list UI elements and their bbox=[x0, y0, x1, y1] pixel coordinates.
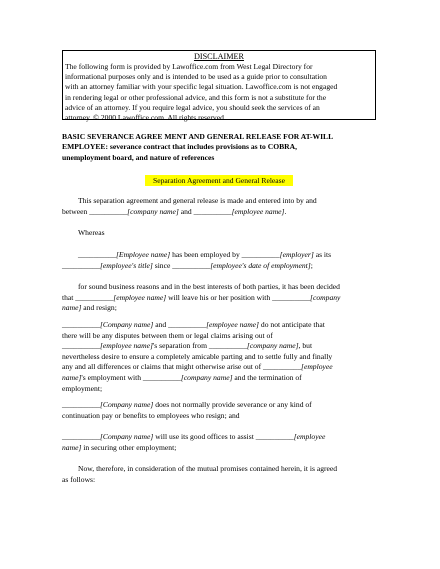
blank-field[interactable]: that __________ bbox=[62, 292, 114, 302]
text-fragment: , but bbox=[298, 341, 313, 351]
blank-field[interactable]: __________ bbox=[241, 250, 280, 259]
placeholder-company-name: [company bbox=[310, 292, 341, 302]
text-line: Now, therefore, in consideration of the mutual promises contained herein, it is agreed bbox=[78, 464, 338, 473]
disclaimer-line: The following form is provided by Lawoffice.com from West Legal Directory for bbox=[65, 62, 313, 71]
placeholder-company-name: name] bbox=[62, 303, 82, 313]
blank-field[interactable]: will use its good offices to assist __________ bbox=[153, 432, 294, 441]
text-line bbox=[62, 261, 376, 272]
blank-field[interactable]: any and all differences or claims that might otherwise arise out of __________ bbox=[62, 362, 301, 372]
text-line bbox=[62, 341, 376, 352]
text-line bbox=[62, 400, 376, 411]
placeholder-employee-name: [employee name] bbox=[113, 292, 167, 302]
text-fragment: in securing other employment; bbox=[81, 442, 177, 452]
text-line: continuation pay or benefits to employees who resign; and bbox=[62, 410, 240, 420]
text-fragment: as its bbox=[313, 250, 332, 259]
heading-line: BASIC SEVERANCE AGREE MENT AND GENERAL RELEASE FOR AT-WILL bbox=[62, 132, 334, 141]
blank-field[interactable]: __________ bbox=[62, 400, 100, 409]
disclaimer-line: in rendering legal or other professional advice, and this form is not a substitute for the bbox=[65, 92, 327, 102]
blank-field[interactable]: between __________ bbox=[62, 206, 128, 216]
blank-field[interactable]: __________ bbox=[62, 260, 100, 270]
paragraph-decision bbox=[62, 282, 376, 314]
text-line bbox=[62, 443, 376, 454]
text-line bbox=[62, 320, 376, 331]
blank-field[interactable]: and __________ bbox=[153, 320, 207, 329]
blank-field[interactable]: __________ bbox=[62, 320, 100, 329]
placeholder-employee-name: [employee name] bbox=[231, 206, 285, 216]
placeholder-employee-name: name] bbox=[62, 442, 82, 452]
text-line: This separation agreement and general release is made and entered into by and bbox=[78, 196, 317, 205]
blank-field[interactable]: __________ bbox=[172, 260, 211, 270]
text-fragment: and the termination of bbox=[232, 372, 302, 382]
text-fragment: does not normally provide severance or any kind of bbox=[153, 400, 312, 409]
blank-field[interactable]: __________ bbox=[62, 432, 100, 441]
text-line: as follows: bbox=[62, 474, 96, 484]
text-line bbox=[62, 303, 376, 314]
placeholder-employer: [employer] bbox=[279, 250, 314, 259]
blank-field[interactable]: 's separation from __________ bbox=[152, 341, 247, 351]
text-line bbox=[62, 207, 376, 218]
disclaimer-line: attorney. © 2000 Lawoffice.com. All rights reserved. bbox=[65, 113, 226, 123]
paragraph-intro bbox=[62, 196, 376, 217]
heading-line: EMPLOYEE: severance contract that includes provisions as to COBRA, bbox=[62, 142, 298, 152]
placeholder-employee-name: [Employee name] bbox=[115, 250, 171, 259]
blank-field[interactable]: and __________ bbox=[178, 206, 232, 216]
paragraph-consideration bbox=[62, 464, 376, 485]
placeholder-company-name: [Company name] bbox=[99, 432, 154, 441]
text-fragment: has been employed by bbox=[170, 250, 242, 259]
text-line: employment; bbox=[62, 383, 103, 393]
placeholder-employment-date: [employee's date of employment] bbox=[210, 260, 311, 270]
text-fragment: since bbox=[152, 260, 173, 270]
whereas-label: Whereas bbox=[78, 228, 105, 237]
blank-field[interactable]: __________ bbox=[62, 341, 100, 351]
text-line: for sound business reasons and in the best interests of both parties, it has been decided bbox=[78, 282, 340, 291]
text-fragment: do not anticipate that bbox=[259, 320, 325, 329]
placeholder-employee-name: [employee name] bbox=[206, 320, 260, 329]
disclaimer-box bbox=[62, 50, 376, 123]
document-heading bbox=[62, 132, 382, 163]
placeholder-company-name: [company name] bbox=[180, 372, 233, 382]
placeholder-employee-name: [employee bbox=[301, 362, 333, 372]
text-line bbox=[62, 250, 376, 261]
disclaimer-line: with an attorney familiar with your specific legal situation. Lawoffice.com is not engaged bbox=[65, 82, 338, 92]
blank-field[interactable]: 's employment with __________ bbox=[81, 372, 181, 382]
text-line: nevertheless desire to ensure a completely amicable parting and to settle fully and finally bbox=[62, 351, 333, 361]
disclaimer-title: DISCLAIMER bbox=[193, 52, 245, 61]
placeholder-company-name: [Company name] bbox=[99, 400, 154, 409]
text-fragment: and resign; bbox=[81, 303, 117, 313]
placeholder-company-name: [company name] bbox=[246, 341, 299, 351]
paragraph-employment bbox=[62, 250, 376, 271]
paragraph-severance bbox=[62, 400, 376, 421]
paragraph-disputes bbox=[62, 320, 376, 394]
placeholder-employee-name: [employee bbox=[293, 432, 326, 441]
text-line bbox=[62, 362, 376, 373]
disclaimer-line: advice of an attorney. If you require legal advice, you should seek the services of an bbox=[65, 102, 320, 112]
placeholder-employee-title: [employee's title] bbox=[99, 260, 153, 270]
text-line bbox=[62, 432, 376, 443]
placeholder-company-name: [company name] bbox=[127, 206, 179, 216]
agreement-title: Separation Agreement and General Release bbox=[145, 175, 293, 186]
heading-line: unemployment board, and nature of references bbox=[62, 152, 215, 162]
blank-field[interactable]: will leave his or her position with __________ bbox=[166, 292, 311, 302]
text-fragment: . bbox=[284, 206, 287, 216]
text-line bbox=[62, 373, 376, 384]
text-fragment: ; bbox=[310, 260, 313, 270]
placeholder-employee-name: name] bbox=[62, 372, 82, 382]
placeholder-company-name: [Company name] bbox=[99, 320, 154, 329]
blank-field[interactable]: __________ bbox=[78, 250, 116, 259]
text-line: there will be any disputes between them or legal claims arising out of bbox=[62, 330, 273, 340]
paragraph-assistance bbox=[62, 432, 376, 453]
placeholder-employee-name: [employee name] bbox=[99, 341, 153, 351]
text-line bbox=[62, 293, 376, 304]
disclaimer-line: informational purposes only and is intended to be used as a guide prior to consultation bbox=[65, 72, 327, 82]
